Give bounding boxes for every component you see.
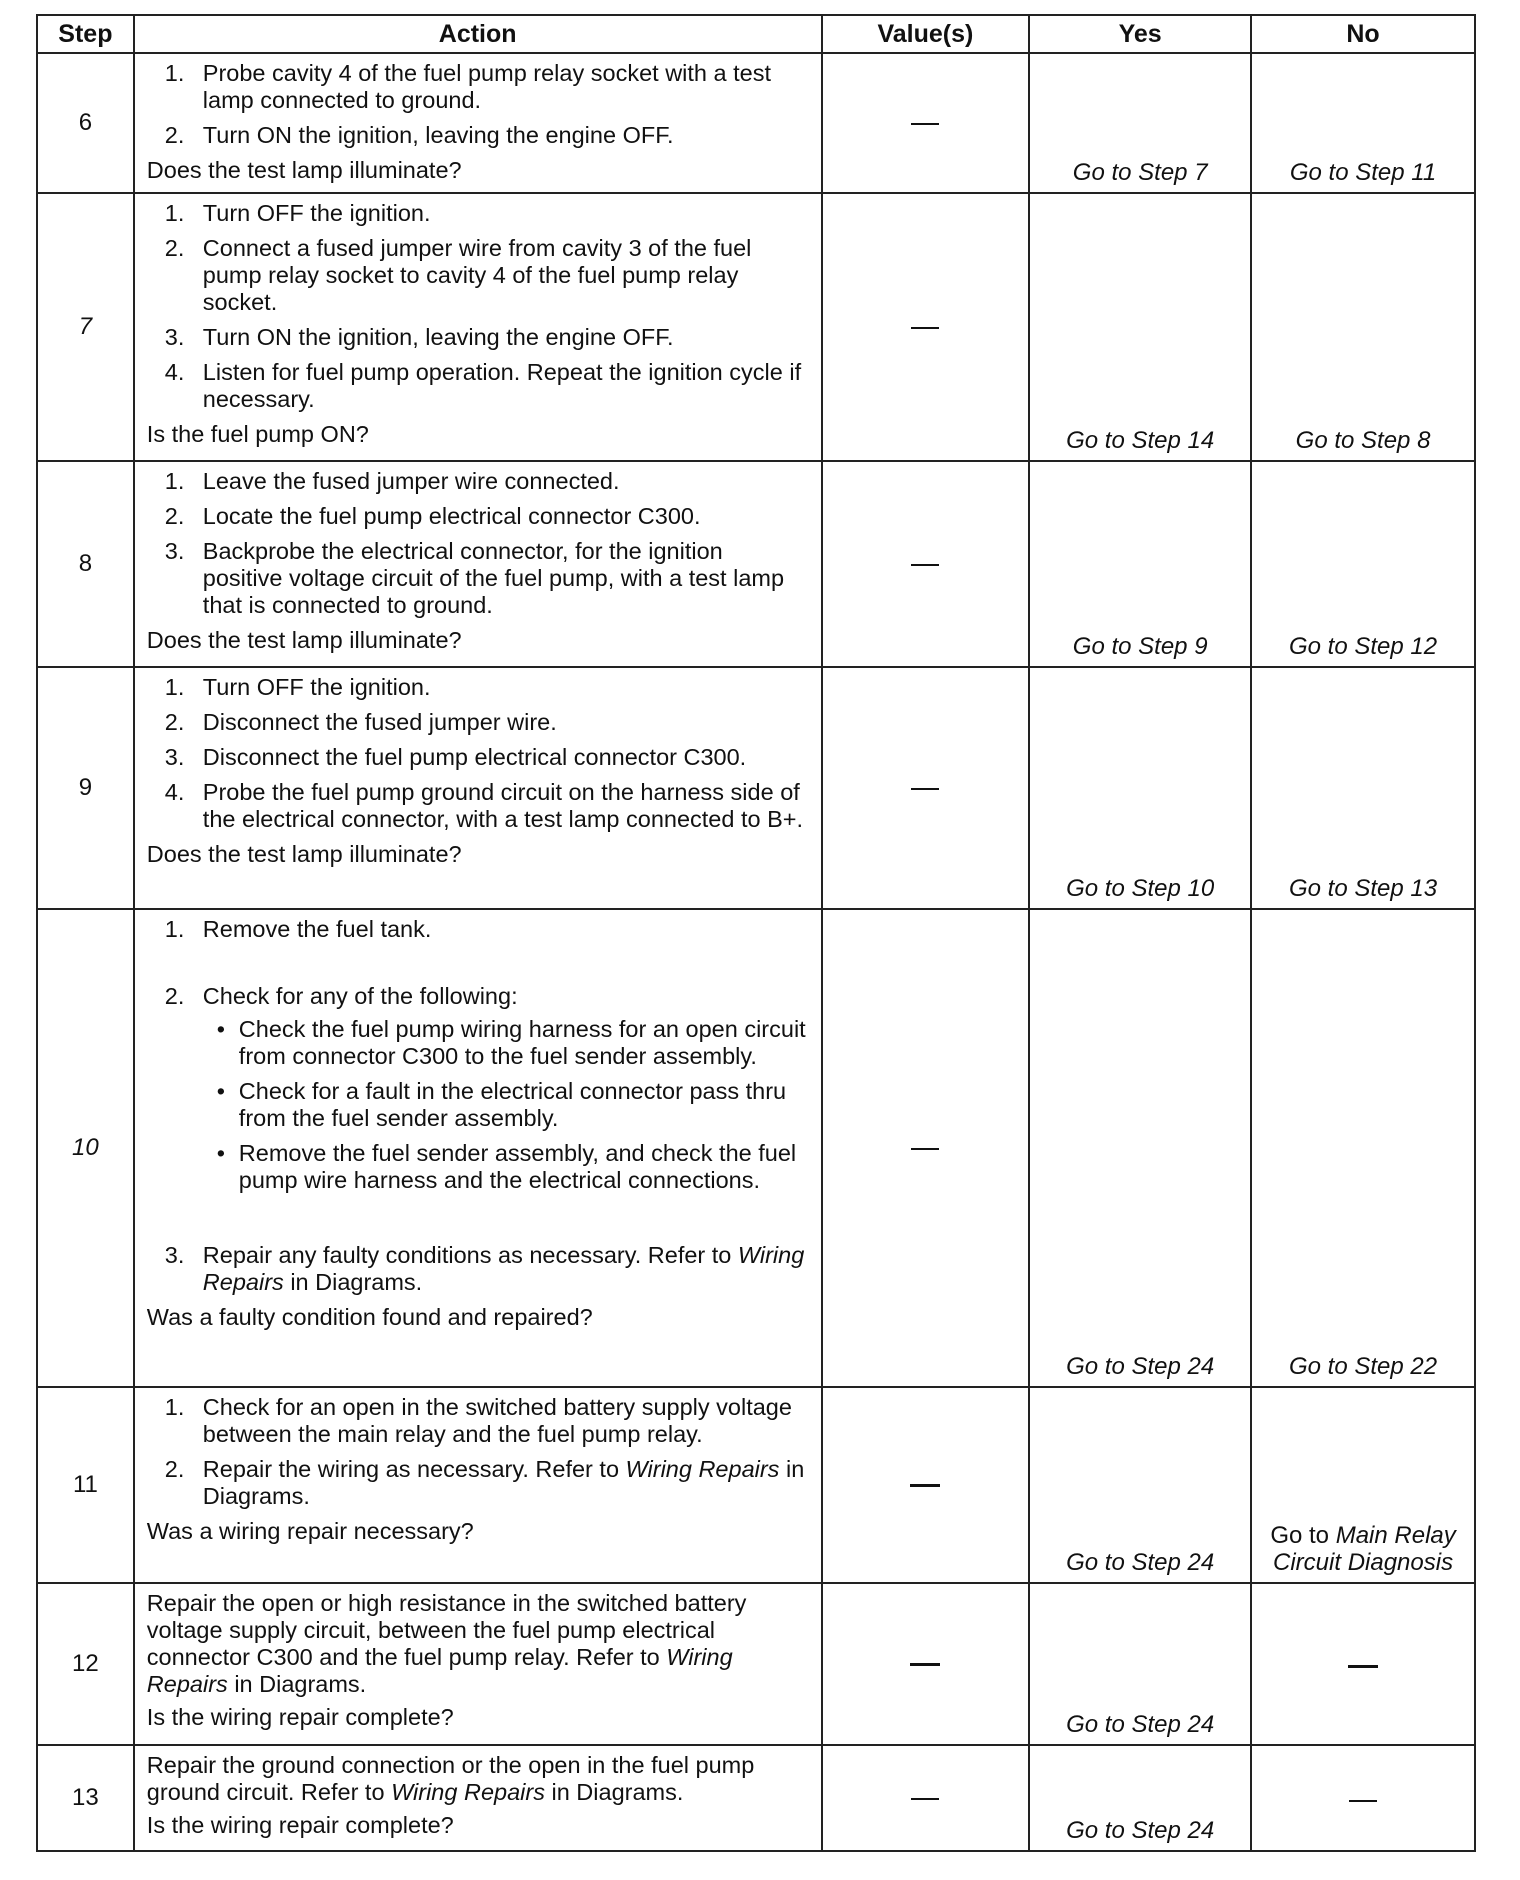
action-cell [134, 909, 822, 1387]
value-cell [822, 909, 1030, 1387]
header-row [37, 15, 1475, 53]
action-text: Disconnect the fused jumper wire. [202, 709, 557, 735]
yes-cell: Go to Step 24 [1029, 1745, 1251, 1851]
wiring-repairs-ref: Wiring Repairs [202, 1242, 805, 1295]
table-row-step-8 [37, 461, 1475, 667]
action-question: Is the fuel pump ON? [146, 421, 369, 447]
wiring-repairs-ref: Wiring Repairs [146, 1644, 733, 1697]
no-text: Go to [1270, 1522, 1330, 1549]
no-cell: Go to Step 12 [1251, 461, 1475, 667]
action-cell [134, 193, 822, 461]
table-row-step-6 [37, 53, 1475, 193]
value-cell [822, 667, 1030, 909]
action-text: in Diagrams. [202, 1456, 805, 1509]
no-cell: Go to Step 22 [1251, 909, 1475, 1387]
action-text: Leave the fused jumper wire connected. [202, 468, 620, 494]
value-cell [822, 461, 1030, 667]
value-dash [911, 788, 939, 790]
step-number: 10 [37, 909, 134, 1387]
no-cell: Go to Step 13 [1251, 667, 1475, 909]
action-text: Remove the fuel tank. [202, 916, 432, 942]
no-cell: Go to Step 8 [1251, 193, 1475, 461]
step-number: 7 [37, 193, 134, 461]
action-cell [134, 53, 822, 193]
yes-cell: Go to Step 24 [1029, 909, 1251, 1387]
table-row-step-11 [37, 1387, 1475, 1583]
no-cell [1251, 1745, 1475, 1851]
wiring-repairs-ref: Wiring Repairs [625, 1456, 780, 1482]
action-text: in Diagrams. [551, 1779, 684, 1805]
action-text: Check for any of the following: [202, 983, 518, 1009]
action-item: 3. Disconnect the fuel pump electrical connector C300. [164, 744, 747, 770]
table-row-step-9 [37, 667, 1475, 909]
action-cell [134, 1387, 822, 1583]
action-text: Repair the open or high resistance in the switched battery voltage supply circuit, between the fuel pump electrical connector C300 and the fuel pump relay. Refer to [146, 1590, 747, 1670]
action-item: 3. Repair any faulty conditions as necessary. Refer to Wiring Repairs in Diagrams. [164, 1242, 805, 1295]
bullet-text: Remove the fuel sender assembly, and check the fuel pump wire harness and the electrical connections. [238, 1140, 797, 1193]
table-row-step-12 [37, 1583, 1475, 1745]
action-text: Turn OFF the ignition. [202, 674, 431, 700]
action-text: in Diagrams. [290, 1269, 423, 1295]
action-item: 2. Check for any of the following: • Check the fuel pump wiring harness for an open circuit from connector C300 to the fuel sender assembly. • Check for a fault in the electrical connector pass thru from the fuel sender assembly. • Remove the fuel sender assembly, and check the fuel pump wire harness and the electrical connections. [164, 983, 806, 1193]
action-text: Connect a fused jumper wire from cavity 3 of the fuel pump relay socket to cavity 4 of the fuel pump relay socket. [202, 235, 752, 315]
yes-cell: Go to Step 9 [1029, 461, 1251, 667]
value-cell [822, 53, 1030, 193]
action-item: 1. Probe cavity 4 of the fuel pump relay socket with a test lamp connected to ground. [164, 60, 771, 113]
header-step: Step [37, 15, 134, 53]
diagnostic-table [36, 14, 1476, 1852]
step-number: 12 [37, 1583, 134, 1745]
action-question: Is the wiring repair complete? [146, 1704, 454, 1730]
action-text: Backprobe the electrical connector, for the ignition positive voltage circuit of the fuel pump, with a test lamp that is connected to ground. [202, 538, 785, 618]
wiring-repairs-ref: Wiring Repairs [391, 1779, 545, 1805]
action-text: Probe the fuel pump ground circuit on the harness side of the electrical connector, with a test lamp connected to B+. [202, 779, 804, 832]
value-cell [822, 1387, 1030, 1583]
action-item: 4. Listen for fuel pump operation. Repeat the ignition cycle if necessary. [164, 359, 802, 412]
spacer [147, 1202, 807, 1242]
action-text: Disconnect the fuel pump electrical connector C300. [202, 744, 747, 770]
value-dash [911, 123, 939, 125]
value-dash [911, 1148, 939, 1150]
bullet-item: • Remove the fuel sender assembly, and check the fuel pump wire harness and the electrical connections. [216, 1140, 797, 1193]
action-item: 4. Probe the fuel pump ground circuit on the harness side of the electrical connector, with a test lamp connected to B+. [164, 779, 804, 832]
action-cell [134, 461, 822, 667]
action-item: 1. Leave the fused jumper wire connected. [164, 468, 620, 494]
yes-cell: Go to Step 7 [1029, 53, 1251, 193]
action-text: Turn ON the ignition, leaving the engine OFF. [202, 122, 674, 148]
action-item: 3. Backprobe the electrical connector, for the ignition positive voltage circuit of the fuel pump, with a test lamp that is connected to ground. [164, 538, 785, 618]
header-no: No [1251, 15, 1475, 53]
table-row-step-7 [37, 193, 1475, 461]
action-text: in Diagrams. [234, 1671, 367, 1697]
table-row-step-10 [37, 909, 1475, 1387]
bullet-text: Check the fuel pump wiring harness for an open circuit from connector C300 to the fuel sender assembly. [238, 1016, 806, 1069]
action-text: Check for an open in the switched battery supply voltage between the main relay and the fuel pump relay. [202, 1394, 792, 1447]
no-cell [1251, 1583, 1475, 1745]
action-text: Repair any faulty conditions as necessary. Refer to [202, 1242, 732, 1268]
bullet-item: • Check for a fault in the electrical connector pass thru from the fuel sender assembly. [216, 1078, 787, 1131]
step-number: 8 [37, 461, 134, 667]
action-item: 1. Turn OFF the ignition. [164, 674, 431, 700]
yes-cell: Go to Step 24 [1029, 1387, 1251, 1583]
action-item: 1. Check for an open in the switched battery supply voltage between the main relay and the fuel pump relay. [164, 1394, 792, 1447]
action-item: 2. Connect a fused jumper wire from cavity 3 of the fuel pump relay socket to cavity 4 of the fuel pump relay socket. [164, 235, 752, 315]
value-dash [911, 1798, 939, 1800]
action-text: Listen for fuel pump operation. Repeat the ignition cycle if necessary. [202, 359, 802, 412]
action-item: 3. Turn ON the ignition, leaving the engine OFF. [164, 324, 674, 350]
action-question: Does the test lamp illuminate? [146, 627, 462, 653]
action-item: 2. Locate the fuel pump electrical connector C300. [164, 503, 701, 529]
header-action: Action [134, 15, 822, 53]
value-dash [911, 564, 939, 566]
header-values: Value(s) [822, 15, 1030, 53]
step-number: 9 [37, 667, 134, 909]
action-item: 1. Turn OFF the ignition. [164, 200, 431, 226]
no-dash [1348, 1665, 1378, 1668]
action-item: 2. Turn ON the ignition, leaving the engine OFF. [164, 122, 674, 148]
value-dash [910, 1484, 940, 1487]
value-dash [910, 1663, 940, 1666]
step-number: 6 [37, 53, 134, 193]
value-cell [822, 193, 1030, 461]
step-number: 11 [37, 1387, 134, 1583]
action-text: Locate the fuel pump electrical connector C300. [202, 503, 701, 529]
action-text: Turn ON the ignition, leaving the engine OFF. [202, 324, 674, 350]
bullet-text: Check for a fault in the electrical connector pass thru from the fuel sender assembly. [238, 1078, 787, 1131]
table-row-step-13 [37, 1745, 1475, 1851]
spacer [147, 951, 807, 983]
action-item: 2. Repair the wiring as necessary. Refer to Wiring Repairs in Diagrams. [164, 1456, 805, 1509]
value-dash [911, 327, 939, 329]
action-question: Is the wiring repair complete? [146, 1812, 454, 1838]
action-cell [134, 1583, 822, 1745]
action-question: Was a faulty condition found and repaired? [146, 1304, 593, 1330]
no-cell [1251, 1387, 1475, 1583]
action-paragraph [147, 1752, 807, 1806]
action-cell [134, 667, 822, 909]
no-dash [1349, 1800, 1377, 1802]
value-cell [822, 1583, 1030, 1745]
action-question: Does the test lamp illuminate? [146, 841, 462, 867]
yes-cell: Go to Step 24 [1029, 1583, 1251, 1745]
main-relay-ref: Main Relay Circuit Diagnosis [1273, 1522, 1456, 1576]
action-text: Probe cavity 4 of the fuel pump relay socket with a test lamp connected to ground. [202, 60, 771, 113]
step-number: 13 [37, 1745, 134, 1851]
action-item: 2. Disconnect the fused jumper wire. [164, 709, 557, 735]
yes-cell: Go to Step 10 [1029, 667, 1251, 909]
action-text: Turn OFF the ignition. [202, 200, 431, 226]
value-cell [822, 1745, 1030, 1851]
action-question: Was a wiring repair necessary? [146, 1518, 474, 1544]
action-text: Repair the wiring as necessary. Refer to [202, 1456, 620, 1482]
action-text: Repair the ground connection or the open in the fuel pump ground circuit. Refer to [146, 1752, 755, 1805]
bullet-item: • Check the fuel pump wiring harness for an open circuit from connector C300 to the fuel sender assembly. [216, 1016, 806, 1069]
action-paragraph [147, 1590, 807, 1698]
no-cell: Go to Step 11 [1251, 53, 1475, 193]
header-yes: Yes [1029, 15, 1251, 53]
yes-cell: Go to Step 14 [1029, 193, 1251, 461]
action-item: 1. Remove the fuel tank. [164, 916, 432, 942]
action-question: Does the test lamp illuminate? [146, 157, 462, 183]
action-cell [134, 1745, 822, 1851]
